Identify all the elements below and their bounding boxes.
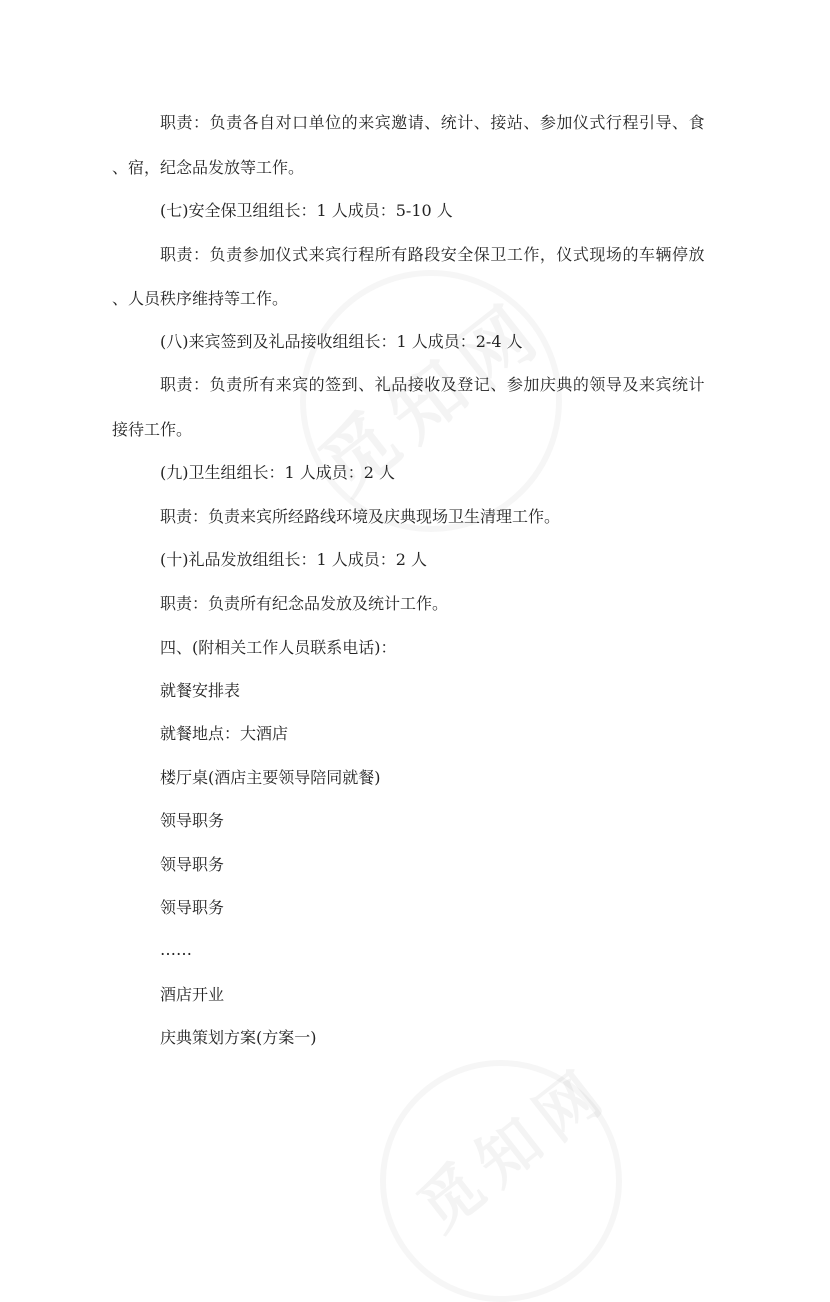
glyph: 仪: [556, 245, 573, 264]
glyph: 的: [308, 375, 325, 394]
glyph: 式: [572, 245, 589, 264]
section-heading: (九)卫生组组长：1 人成员：2 人: [160, 463, 396, 482]
paragraph-line: [160, 375, 705, 395]
glyph: 参: [539, 113, 556, 132]
table-assignment: 楼厅桌(酒店主要领导陪同就餐): [160, 768, 381, 787]
glyph: 来: [638, 375, 655, 394]
glyph: 礼: [374, 375, 391, 394]
glyph: 工: [506, 245, 523, 264]
glyph: 、: [358, 375, 375, 394]
glyph: 自: [259, 113, 276, 132]
glyph: 计: [688, 375, 705, 394]
glyph: 庆: [539, 375, 556, 394]
glyph: 责: [226, 113, 243, 132]
glyph: 程: [358, 245, 375, 264]
glyph: 仪: [275, 245, 292, 264]
glyph: 责: [176, 375, 193, 394]
glyph: 参: [506, 375, 523, 394]
glyph: 参: [242, 245, 259, 264]
glyph: 宾: [292, 375, 309, 394]
leader-position: 领导职务: [160, 855, 225, 874]
watermark-ring: [300, 270, 562, 532]
glyph: 职: [160, 375, 177, 394]
glyph: 接: [490, 113, 507, 132]
glyph: 责: [176, 113, 193, 132]
glyph: 品: [391, 375, 408, 394]
glyph: 宾: [325, 245, 342, 264]
glyph: 导: [605, 375, 622, 394]
glyph: 来: [275, 375, 292, 394]
glyph: 加: [556, 113, 573, 132]
glyph: 负: [209, 245, 226, 264]
glyph: 领: [589, 375, 606, 394]
section-heading: 四、(附相关工作人员联系电话)：: [160, 638, 397, 657]
paragraph-line: [160, 245, 705, 265]
glyph: 职: [160, 245, 177, 264]
glyph: 的: [341, 113, 358, 132]
glyph: 、: [523, 113, 540, 132]
glyph: 加: [259, 245, 276, 264]
glyph: 计: [457, 113, 474, 132]
glyph: 有: [259, 375, 276, 394]
glyph: 放: [688, 245, 705, 264]
section-heading: (八)来宾签到及礼品接收组组长：1 人成员：2-4 人: [160, 332, 523, 351]
glyph: 有: [391, 245, 408, 264]
leader-position: 领导职务: [160, 811, 225, 830]
glyph: 行: [341, 245, 358, 264]
section-title: 庆典策划方案(方案一): [160, 1028, 317, 1047]
glyph: 作: [523, 245, 540, 264]
glyph: 程: [622, 113, 639, 132]
glyph: 、: [424, 113, 441, 132]
glyph: 站: [506, 113, 523, 132]
glyph: 所: [242, 375, 259, 394]
glyph: 的: [622, 245, 639, 264]
glyph: 路: [407, 245, 424, 264]
glyph: 负: [209, 375, 226, 394]
glyph: ，: [539, 245, 556, 264]
glyph: 车: [638, 245, 655, 264]
glyph: ：: [193, 113, 210, 132]
glyph: 到: [341, 375, 358, 394]
glyph: 的: [572, 375, 589, 394]
glyph: 安: [440, 245, 457, 264]
glyph: 邀: [391, 113, 408, 132]
glyph: 口: [292, 113, 309, 132]
glyph: 式: [292, 245, 309, 264]
glyph: 各: [242, 113, 259, 132]
glyph: 宾: [374, 113, 391, 132]
glyph: 场: [605, 245, 622, 264]
glyph: 导: [655, 113, 672, 132]
glyph: 食: [688, 113, 705, 132]
glyph: 登: [457, 375, 474, 394]
glyph: 位: [325, 113, 342, 132]
section-title: 酒店开业: [160, 985, 225, 1004]
glyph: 典: [556, 375, 573, 394]
glyph: 加: [523, 375, 540, 394]
glyph: 接: [407, 375, 424, 394]
paragraph-line: [160, 113, 705, 133]
glyph: 段: [424, 245, 441, 264]
glyph: 责: [226, 245, 243, 264]
paragraph-line: 、人员秩序维持等工作。: [112, 289, 289, 308]
glyph: ：: [193, 245, 210, 264]
watermark-bottom: [396, 1041, 626, 1248]
glyph: 请: [407, 113, 424, 132]
glyph: 辆: [655, 245, 672, 264]
glyph: 停: [671, 245, 688, 264]
paragraph-line: 职责：负责来宾所经路线环境及庆典现场卫生清理工作。: [160, 507, 561, 526]
glyph: 统: [440, 113, 457, 132]
glyph: 单: [308, 113, 325, 132]
glyph: 卫: [490, 245, 507, 264]
watermark-ring-bottom: [380, 1060, 622, 1302]
glyph: 签: [325, 375, 342, 394]
dining-location: 就餐地点：大酒店: [160, 724, 289, 743]
glyph: 宾: [655, 375, 672, 394]
glyph: 保: [473, 245, 490, 264]
section-heading: (七)安全保卫组组长：1 人成员：5-10 人: [160, 201, 453, 220]
glyph: 仪: [572, 113, 589, 132]
paragraph-line: 职责：负责所有纪念品发放及统计工作。: [160, 594, 449, 613]
glyph: 对: [275, 113, 292, 132]
glyph: 来: [358, 113, 375, 132]
glyph: 所: [374, 245, 391, 264]
glyph: 、: [490, 375, 507, 394]
paragraph-line: 、宿，纪念品发放等工作。: [112, 158, 305, 177]
glyph: 式: [589, 113, 606, 132]
glyph: 及: [622, 375, 639, 394]
glyph: ：: [193, 375, 210, 394]
glyph: 收: [424, 375, 441, 394]
glyph: 、: [473, 113, 490, 132]
glyph: 引: [638, 113, 655, 132]
glyph: 及: [440, 375, 457, 394]
ellipsis: ……: [160, 940, 192, 959]
paragraph-line: 接待工作。: [112, 420, 193, 439]
glyph: 责: [226, 375, 243, 394]
glyph: 负: [209, 113, 226, 132]
glyph: 行: [605, 113, 622, 132]
table-title: 就餐安排表: [160, 681, 241, 700]
glyph: 、: [671, 113, 688, 132]
glyph: 记: [473, 375, 490, 394]
glyph: 职: [160, 113, 177, 132]
glyph: 责: [176, 245, 193, 264]
leader-position: 领导职务: [160, 898, 225, 917]
glyph: 统: [671, 375, 688, 394]
section-heading: (十)礼品发放组组长：1 人成员：2 人: [160, 550, 428, 569]
glyph: 全: [457, 245, 474, 264]
glyph: 来: [308, 245, 325, 264]
glyph: 现: [589, 245, 606, 264]
